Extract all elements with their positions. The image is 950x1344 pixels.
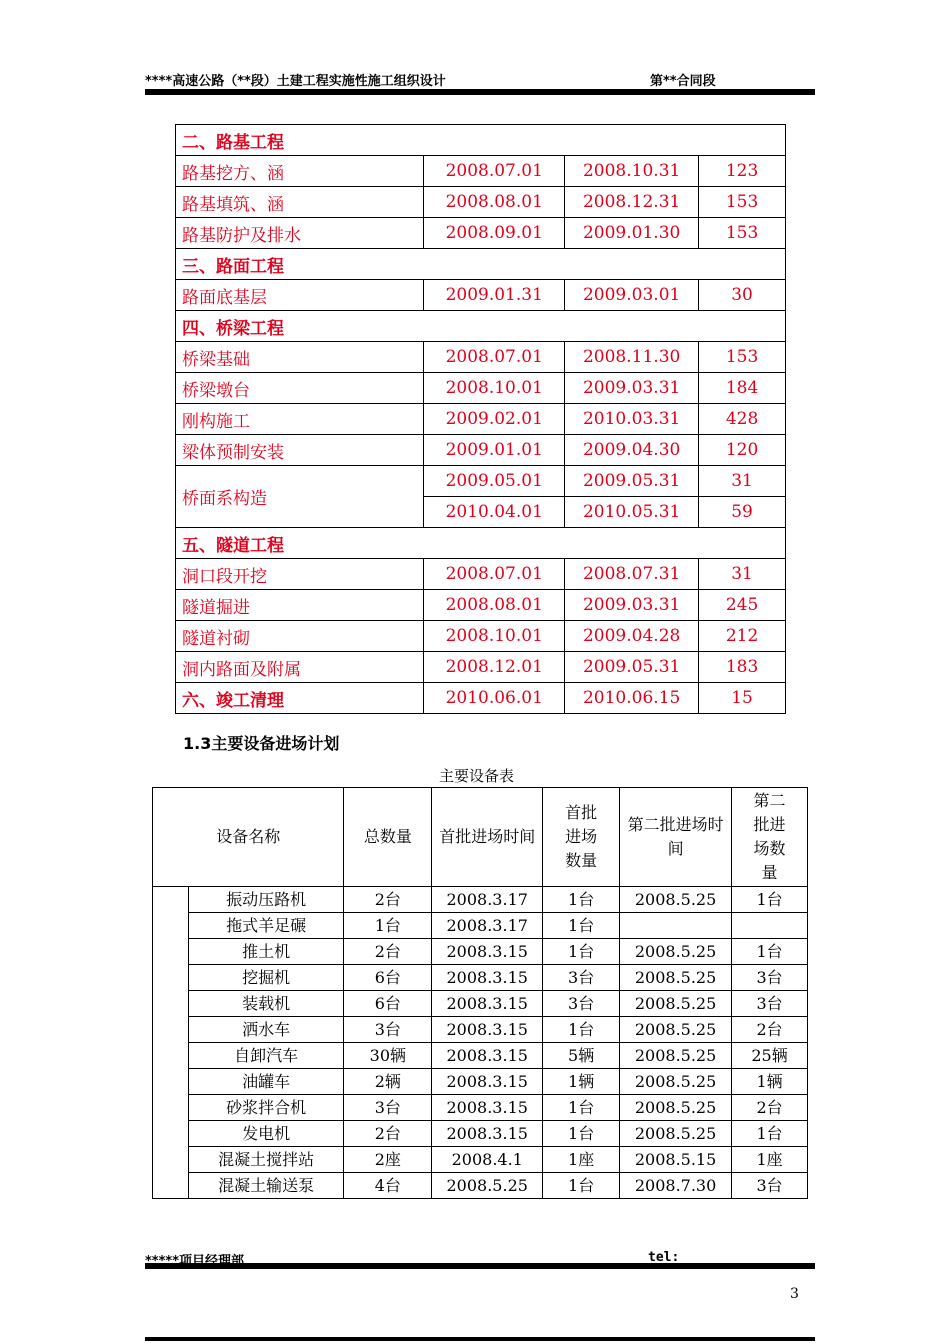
total-quantity: 1台 [344, 913, 432, 939]
end-date: 2009.04.28 [565, 621, 699, 652]
first-arrival-time: 2008.4.1 [432, 1147, 543, 1173]
second-arrival-time: 2008.5.25 [620, 1017, 732, 1043]
duration-days: 59 [699, 497, 786, 528]
section-title: 四、桥梁工程 [176, 311, 786, 342]
total-quantity: 6台 [344, 991, 432, 1017]
first-arrival-quantity: 1台 [543, 1017, 620, 1043]
second-arrival-quantity: 1台 [732, 939, 808, 965]
end-date: 2009.04.30 [565, 435, 699, 466]
section-title: 二、路基工程 [176, 125, 786, 156]
item-name: 洞内路面及附属 [176, 652, 424, 683]
second-arrival-time: 2008.5.25 [620, 1069, 732, 1095]
equipment-name: 砂浆拌合机 [188, 1095, 344, 1121]
second-arrival-time: 2008.7.30 [620, 1173, 732, 1199]
item-name: 路基挖方、涵 [176, 156, 424, 187]
start-date: 2010.06.01 [424, 683, 565, 714]
end-date: 2008.10.31 [565, 156, 699, 187]
duration-days: 428 [699, 404, 786, 435]
item-name: 洞口段开挖 [176, 559, 424, 590]
equipment-name: 混凝土输送泵 [188, 1173, 344, 1199]
first-arrival-quantity: 5辆 [543, 1043, 620, 1069]
item-name: 桥梁基础 [176, 342, 424, 373]
second-arrival-time: 2008.5.25 [620, 887, 732, 913]
duration-days: 183 [699, 652, 786, 683]
second-arrival-time: 2008.5.25 [620, 939, 732, 965]
start-date: 2010.04.01 [424, 497, 565, 528]
end-date: 2010.05.31 [565, 497, 699, 528]
duration-days: 30 [699, 280, 786, 311]
equipment-name: 洒水车 [188, 1017, 344, 1043]
end-date: 2009.05.31 [565, 466, 699, 497]
header-name: 设备名称 [153, 788, 344, 887]
start-date: 2009.01.31 [424, 280, 565, 311]
equipment-name: 发电机 [188, 1121, 344, 1147]
first-arrival-quantity: 1座 [543, 1147, 620, 1173]
item-name: 桥梁墩台 [176, 373, 424, 404]
header-second-time: 第二批进场时间 [620, 788, 732, 887]
equipment-name: 挖掘机 [188, 965, 344, 991]
schedule-row [176, 466, 786, 497]
start-date: 2008.08.01 [424, 187, 565, 218]
end-date: 2009.03.31 [565, 590, 699, 621]
section-row [176, 683, 786, 714]
start-date: 2009.01.01 [424, 435, 565, 466]
first-arrival-quantity: 1辆 [543, 1069, 620, 1095]
bottom-rule [145, 1337, 815, 1341]
item-name: 路面底基层 [176, 280, 424, 311]
second-arrival-time: 2008.5.25 [620, 991, 732, 1017]
end-date: 2010.03.31 [565, 404, 699, 435]
footer-rule [145, 1263, 815, 1269]
schedule-row [176, 404, 786, 435]
schedule-row [176, 156, 786, 187]
first-arrival-time: 2008.3.15 [432, 939, 543, 965]
first-arrival-time: 2008.3.17 [432, 887, 543, 913]
first-arrival-time: 2008.5.25 [432, 1173, 543, 1199]
duration-days: 212 [699, 621, 786, 652]
duration-days: 31 [699, 466, 786, 497]
equipment-name: 装载机 [188, 991, 344, 1017]
table-row [153, 913, 808, 939]
total-quantity: 3台 [344, 1017, 432, 1043]
item-name: 隧道掘进 [176, 590, 424, 621]
table-row [153, 991, 808, 1017]
schedule-row [176, 652, 786, 683]
section-title: 六、竣工清理 [176, 683, 424, 714]
second-arrival-time: 2008.5.25 [620, 965, 732, 991]
table-row [153, 887, 808, 913]
equipment-name: 推土机 [188, 939, 344, 965]
schedule-row [176, 280, 786, 311]
table-row [153, 965, 808, 991]
start-date: 2009.05.01 [424, 466, 565, 497]
end-date: 2009.01.30 [565, 218, 699, 249]
second-arrival-quantity: 3台 [732, 991, 808, 1017]
section-row [176, 249, 786, 280]
equipment-name: 振动压路机 [188, 887, 344, 913]
second-arrival-quantity: 1台 [732, 1121, 808, 1147]
first-arrival-quantity: 1台 [543, 887, 620, 913]
start-date: 2008.08.01 [424, 590, 565, 621]
table-row [153, 1147, 808, 1173]
total-quantity: 2台 [344, 939, 432, 965]
first-arrival-time: 2008.3.15 [432, 1069, 543, 1095]
first-arrival-quantity: 3台 [543, 991, 620, 1017]
schedule-row [176, 559, 786, 590]
second-arrival-quantity: 2台 [732, 1095, 808, 1121]
equipment-name: 油罐车 [188, 1069, 344, 1095]
start-date: 2008.07.01 [424, 342, 565, 373]
duration-days: 153 [699, 218, 786, 249]
schedule-row [176, 621, 786, 652]
schedule-table [175, 124, 786, 714]
first-arrival-quantity: 1台 [543, 939, 620, 965]
first-arrival-quantity: 1台 [543, 1095, 620, 1121]
duration-days: 31 [699, 559, 786, 590]
duration-days: 15 [699, 683, 786, 714]
duration-days: 245 [699, 590, 786, 621]
total-quantity: 6台 [344, 965, 432, 991]
total-quantity: 2座 [344, 1147, 432, 1173]
equipment-table [152, 787, 808, 1199]
section-heading: 1.3主要设备进场计划 [183, 734, 340, 753]
end-date: 2009.05.31 [565, 652, 699, 683]
total-quantity: 2辆 [344, 1069, 432, 1095]
start-date: 2008.07.01 [424, 559, 565, 590]
second-arrival-time [620, 913, 732, 939]
start-date: 2008.12.01 [424, 652, 565, 683]
schedule-row [176, 218, 786, 249]
item-name: 刚构施工 [176, 404, 424, 435]
total-quantity: 30辆 [344, 1043, 432, 1069]
second-arrival-time: 2008.5.25 [620, 1095, 732, 1121]
footer-right: tel: [648, 1250, 680, 1265]
header-title: ****高速公路（**段）土建工程实施性施工组织设计 [145, 74, 446, 89]
second-arrival-quantity: 1辆 [732, 1069, 808, 1095]
item-name: 路基填筑、涵 [176, 187, 424, 218]
second-arrival-time: 2008.5.25 [620, 1121, 732, 1147]
header-first-qty: 首批进场数量 [543, 788, 620, 887]
duration-days: 153 [699, 342, 786, 373]
schedule-row [176, 590, 786, 621]
start-date: 2008.10.01 [424, 373, 565, 404]
start-date: 2008.10.01 [424, 621, 565, 652]
second-arrival-quantity: 3台 [732, 1173, 808, 1199]
header-rule [145, 89, 815, 95]
header-second-qty: 第二批进场数量 [732, 788, 808, 887]
section-row [176, 528, 786, 559]
start-date: 2008.09.01 [424, 218, 565, 249]
end-date: 2008.11.30 [565, 342, 699, 373]
total-quantity: 2台 [344, 887, 432, 913]
schedule-row [176, 187, 786, 218]
first-arrival-time: 2008.3.15 [432, 1121, 543, 1147]
second-arrival-quantity: 2台 [732, 1017, 808, 1043]
second-arrival-quantity: 1台 [732, 887, 808, 913]
section-title: 五、隧道工程 [176, 528, 786, 559]
equipment-name: 混凝土搅拌站 [188, 1147, 344, 1173]
item-name: 路基防护及排水 [176, 218, 424, 249]
first-arrival-time: 2008.3.15 [432, 1043, 543, 1069]
duration-days: 123 [699, 156, 786, 187]
item-name: 桥面系构造 [176, 466, 424, 528]
equipment-name: 拖式羊足碾 [188, 913, 344, 939]
table-row [153, 1095, 808, 1121]
end-date: 2010.06.15 [565, 683, 699, 714]
section-title: 三、路面工程 [176, 249, 786, 280]
end-date: 2008.07.31 [565, 559, 699, 590]
table-row [153, 1017, 808, 1043]
page-number: 3 [790, 1286, 799, 1302]
item-name: 梁体预制安装 [176, 435, 424, 466]
table-row [153, 1069, 808, 1095]
section-row [176, 125, 786, 156]
second-arrival-time: 2008.5.15 [620, 1147, 732, 1173]
total-quantity: 2台 [344, 1121, 432, 1147]
first-arrival-time: 2008.3.15 [432, 1095, 543, 1121]
second-arrival-time: 2008.5.25 [620, 1043, 732, 1069]
first-arrival-time: 2008.3.15 [432, 1017, 543, 1043]
first-arrival-quantity: 1台 [543, 1173, 620, 1199]
end-date: 2009.03.01 [565, 280, 699, 311]
first-arrival-quantity: 1台 [543, 1121, 620, 1147]
equipment-name: 自卸汽车 [188, 1043, 344, 1069]
blank-cell [153, 887, 189, 1199]
section-row [176, 311, 786, 342]
duration-days: 184 [699, 373, 786, 404]
schedule-row [176, 342, 786, 373]
table-row [153, 1121, 808, 1147]
page-header [145, 70, 815, 90]
first-arrival-time: 2008.3.15 [432, 991, 543, 1017]
table-caption: 主要设备表 [439, 767, 515, 785]
item-name: 隧道衬砌 [176, 621, 424, 652]
equipment-header-row [153, 788, 808, 887]
schedule-row [176, 435, 786, 466]
schedule-row [176, 373, 786, 404]
first-arrival-time: 2008.3.15 [432, 965, 543, 991]
total-quantity: 4台 [344, 1173, 432, 1199]
start-date: 2008.07.01 [424, 156, 565, 187]
second-arrival-quantity: 25辆 [732, 1043, 808, 1069]
first-arrival-quantity: 3台 [543, 965, 620, 991]
end-date: 2009.03.31 [565, 373, 699, 404]
end-date: 2008.12.31 [565, 187, 699, 218]
duration-days: 153 [699, 187, 786, 218]
total-quantity: 3台 [344, 1095, 432, 1121]
footer-left: *****项目经理部 [145, 1254, 244, 1269]
header-first-time: 首批进场时间 [432, 788, 543, 887]
first-arrival-quantity: 1台 [543, 913, 620, 939]
table-row [153, 1043, 808, 1069]
second-arrival-quantity: 3台 [732, 965, 808, 991]
table-row [153, 939, 808, 965]
header-section: 第**合同段 [650, 74, 716, 89]
second-arrival-quantity: 1座 [732, 1147, 808, 1173]
second-arrival-quantity [732, 913, 808, 939]
first-arrival-time: 2008.3.17 [432, 913, 543, 939]
header-total: 总数量 [344, 788, 432, 887]
table-row [153, 1173, 808, 1199]
start-date: 2009.02.01 [424, 404, 565, 435]
duration-days: 120 [699, 435, 786, 466]
